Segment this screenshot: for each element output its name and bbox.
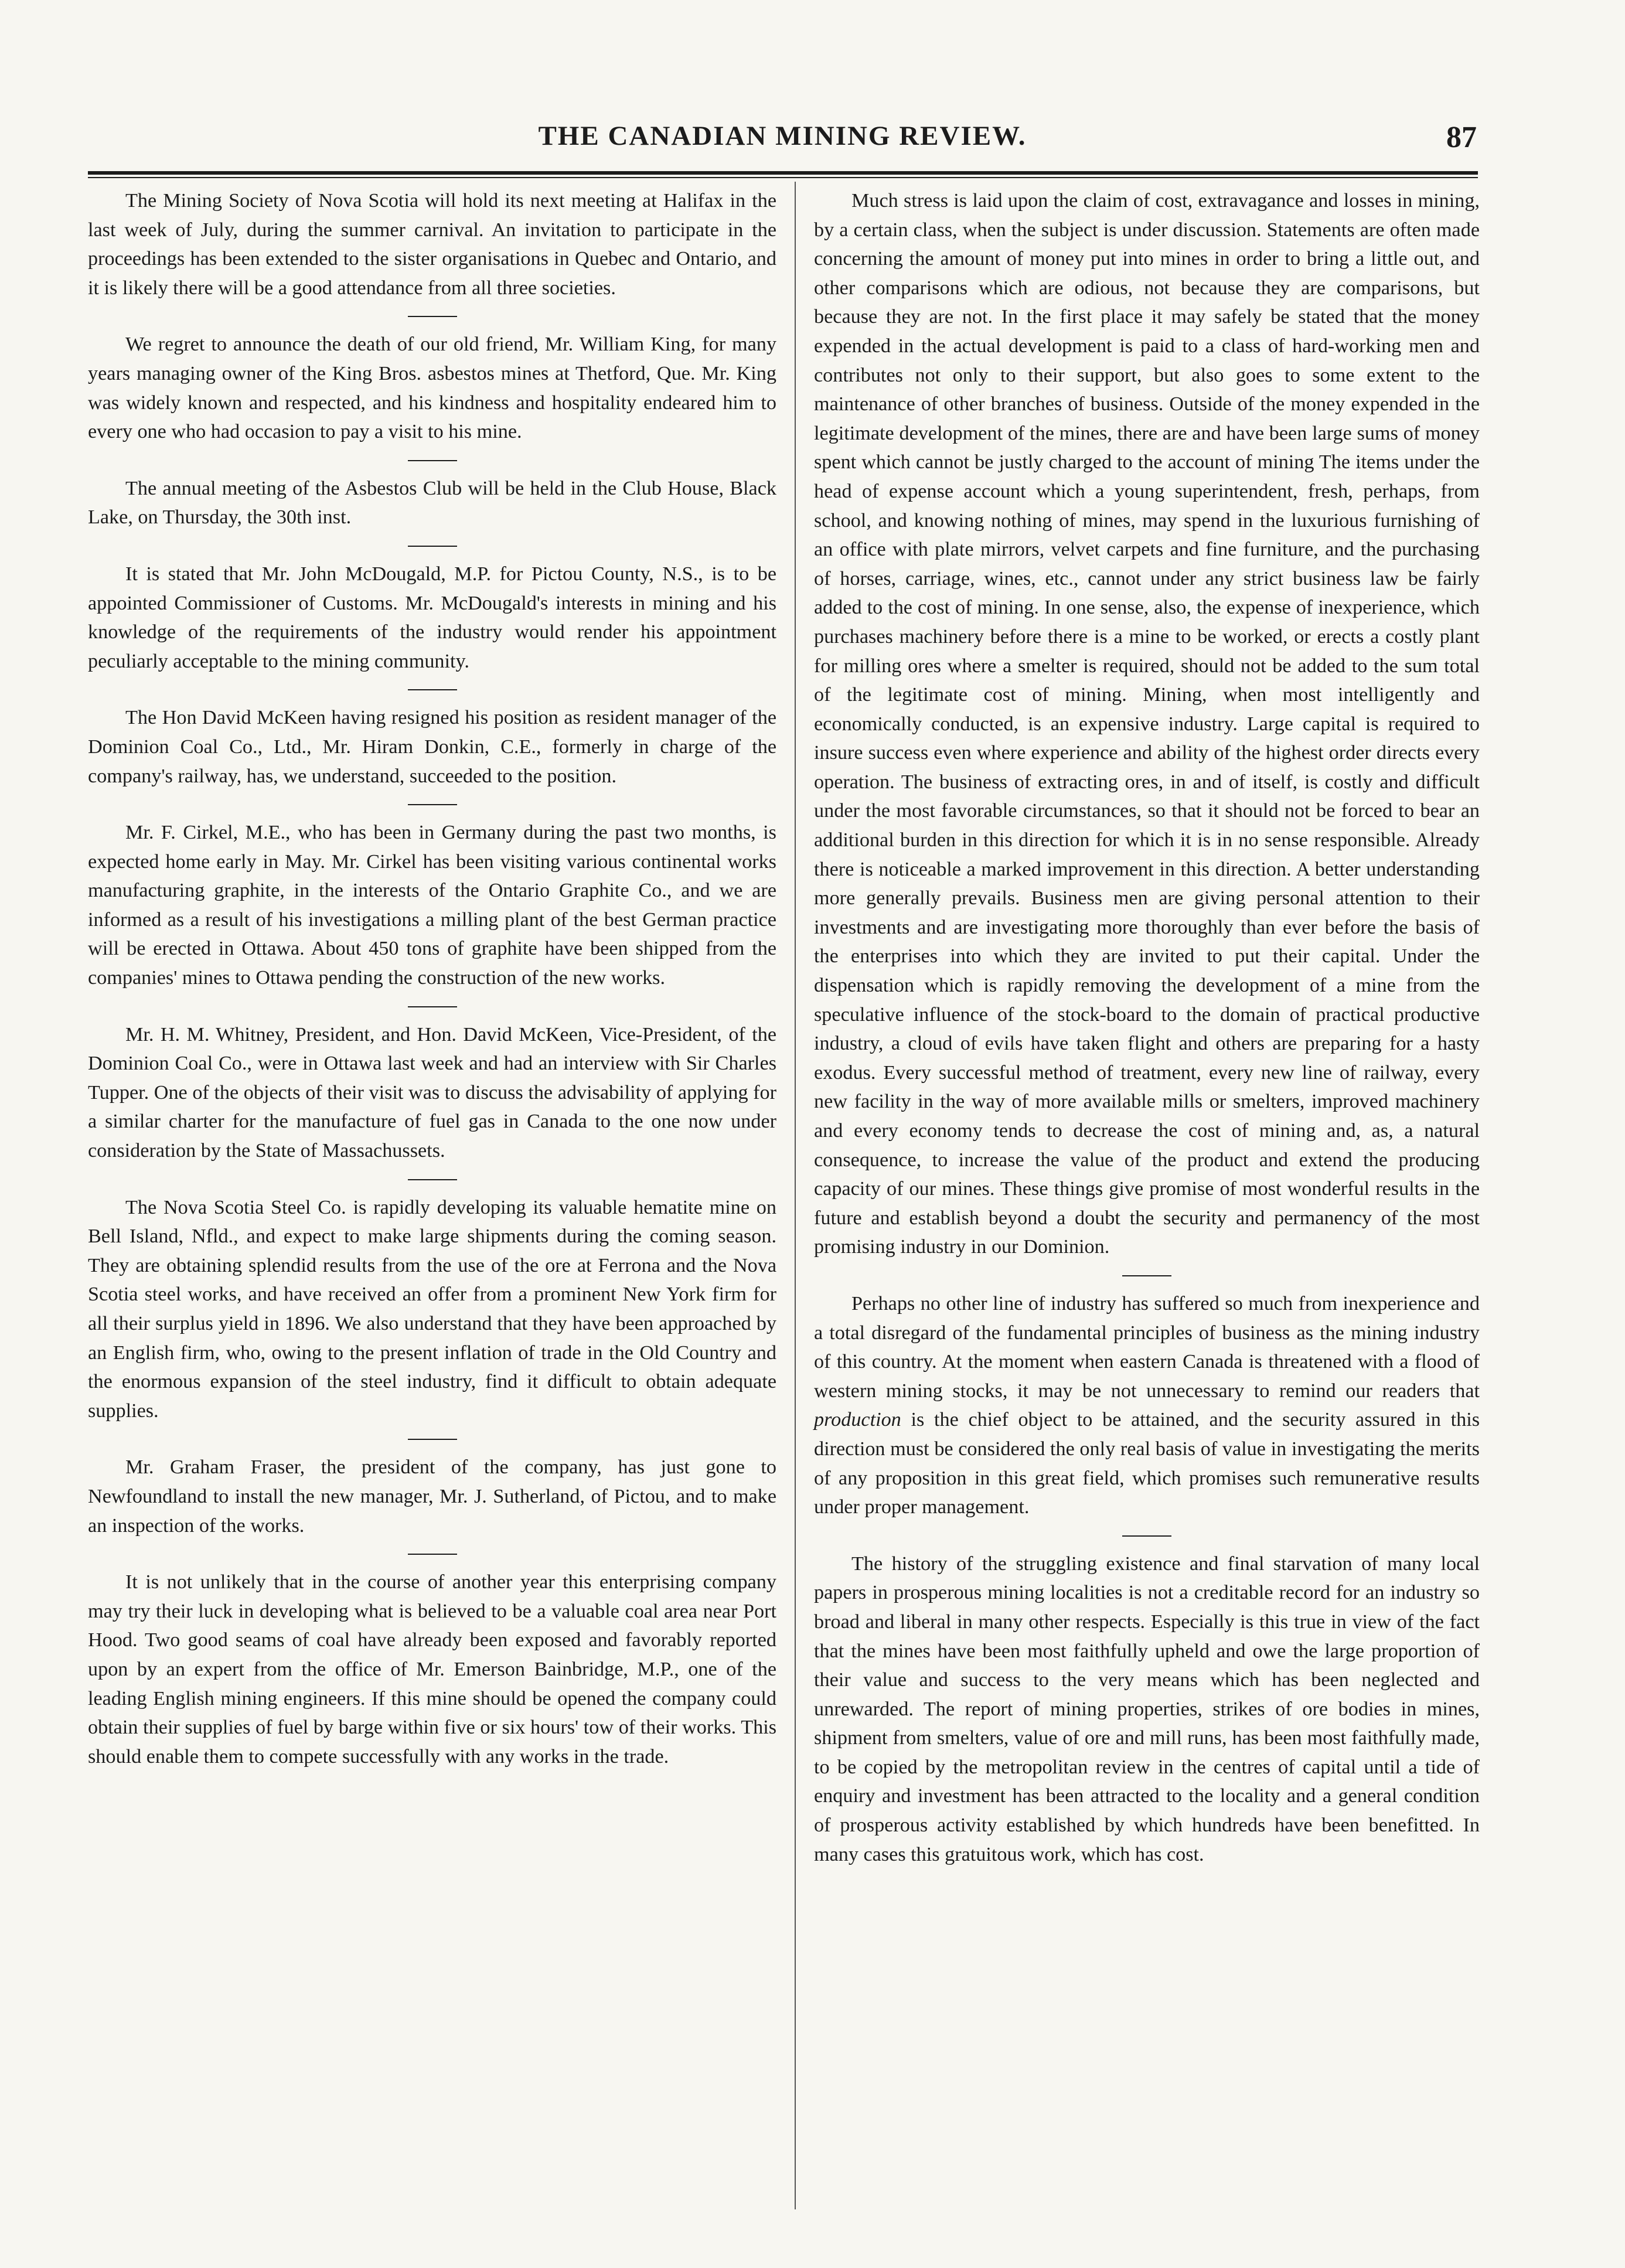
news-item-graham-fraser: Mr. Graham Fraser, the president of the company, has just gone to Newfoundland to install the new manager, Mr. J. Sutherland, of Pictou, and to make an inspection of the works. — [88, 1456, 776, 1537]
news-item-dominion-coal-manager: The Hon David McKeen having resigned his position as resident manager of the Dominion Coal Co., Ltd., Mr. Hiram Donkin, C.E., formerly in charge of the company's railway, has, we understand, succeeded to the position. — [88, 707, 776, 787]
editorial-cost-of-mining: Much stress is laid upon the claim of cost, extravagance and losses in mining, by a certain class, when the subject is under discussion. Statements are often made concerning the amount of money put into mines in order to bring a little out, and other comparisons which are odious, not because they are comparisons, but because they are not. In the first place it may safely be stated that the money expended in the actual development is paid to a class of hard-working men and contributes not only to their support, but also goes to some extent to the maintenance of other branches of business. Outside of the money expended in the legitimate development of the mines, there are and have been large sums of money spent which cannot be justly charged to the account of mining The items under the head of expense account which a young superintendent, fresh, perhaps, from school, and knowing nothing of mines, may spend in the luxurious furnishing of an office with plate mirrors, velvet carpets and fine furniture, and the purchasing of horses, carriage, wines, etc., cannot under any strict business law be fairly added to the cost of mining. In one sense, also, the expense of inexperience, which purchases machinery before there is a mine to be worked, or erects a costly plant for milling ores where a smelter is required, should not be added to the sum total of the legitimate cost of mining. Mining, when most intelligently and economically conducted, is an expensive industry. Large capital is required to insure success even where experience and ability of the highest order directs every operation. The business of extracting ores, in and of itself, is costly and difficult under the most favorable circumstances, so that it should not be forced to bear an additional burden in this direction for which it is in no sense responsible. Already there is noticeable a marked improvement in this direction. A better understanding more generally prevails. Business men are giving personal attention to their investments and are investigating more thoroughly than ever before the basis of the enterprises into which they are invited to put their capital. Under the dispensation which is rapidly removing the development of a mine from the speculative influence of the stock-board to the domain of practical productive industry, a cloud of evils have taken flight and others are preparing for a hasty exodus. Every successful method of treatment, every new line of railway, every new facility in the way of more available mills or smelters, improved machinery and every economy tends to decrease the cost of mining and, as, a natural consequence, to increase the value of the product and extend the producing capacity of our mines. These things give promise of most wonderful results in the future and establish beyond a doubt the security and permanency of the most promising industry in our Dominion. — [814, 190, 1480, 1258]
item-separator — [408, 1554, 457, 1555]
item-separator — [408, 1179, 457, 1180]
editorial-inexperience-text-b: is the chief object to be attained, and the security assured in this direction must be considered the only real basis of value in investigating the merits of any proposition in this great field, which promises such remunerative results under proper management. — [814, 1409, 1480, 1518]
editorial-local-papers: The history of the struggling existence and final starvation of many local papers in prosperous mining localities is not a creditable record for an industry so broad and liberal in many other respects. Especially is this true in view of the fact that the mines have been most faithfully upheld and owe the large proportion of their value and success to the very means which has been neglected and unrewarded. The report of mining properties, strikes of ore bodies in mines, shipment from smelters, value of ore and mill runs, has been most faithfully made, to be copied by the metropolitan review in the centres of capital until a tide of enquiry and investment has been attracted to the locality and a general condition of prosperous activity established by which hundreds have been benefitted. In many cases this gratuitous work, which has cost. — [814, 1552, 1480, 1865]
item-separator — [1122, 1535, 1171, 1537]
news-item-whitney-mckeen: Mr. H. M. Whitney, President, and Hon. David McKeen, Vice-President, of the Dominion Coal Co., were in Ottawa last week and had an interview with Sir Charles Tupper. One of the objects of their visit was to discuss the advisability of applying for a similar charter for the manufacture of fuel gas in Canada to the one now under consideration by the State of Massachussets. — [88, 1023, 776, 1162]
left-column — [88, 186, 776, 1771]
item-separator — [408, 316, 457, 317]
emphasis-production: production — [814, 1409, 901, 1431]
item-separator — [408, 689, 457, 690]
right-column — [814, 186, 1480, 1869]
item-separator — [408, 1439, 457, 1440]
item-separator — [408, 546, 457, 547]
running-title: THE CANADIAN MINING REVIEW. — [538, 121, 1027, 151]
page-number: 87 — [1446, 121, 1477, 154]
news-item-nova-scotia-steel: The Nova Scotia Steel Co. is rapidly developing its valuable hematite mine on Bell Island, Nfld., and expect to make large shipments during the coming season. They are obtaining splendid results from the use of the ore at Ferrona and the Nova Scotia steel works, and have received an offer from a prominent New York firm for all their surplus yield in 1896. We also understand that they have been approached by an English firm, who, owing to the present inflation of trade in the Old Country and the enormous expansion of the steel industry, find it difficult to obtain adequate supplies. — [88, 1196, 776, 1422]
news-item-mcdougald: It is stated that Mr. John McDougald, M.P. for Pictou County, N.S., is to be appointed Commissioner of Customs. Mr. McDougald's interests in mining and his knowledge of the requirements of the industry would render his appointment peculiarly acceptable to the mining community. — [88, 563, 776, 672]
header-rule — [88, 171, 1478, 175]
news-item-port-hood-coal: It is not unlikely that in the course of another year this enterprising company may try their luck in developing what is believed to be a valuable coal area near Port Hood. Two good seams of coal have already been exposed and favorably reported upon by an expert from the office of Mr. Emerson Bainbridge, M.P., one of the leading English mining engineers. If this mine should be opened the company could obtain their supplies of fuel by barge within five or six hours' tow of their works. This should enable them to compete successfully with any works in the trade. — [88, 1571, 776, 1768]
editorial-inexperience-text-a: Perhaps no other line of industry has suffered so much from inexperience and a total disregard of the fundamental principles of business as the mining industry of this country. At the moment when eastern Canada is threatened with a flood of western mining stocks, it may be not unnecessary to remind our readers that — [814, 1292, 1480, 1402]
item-separator — [408, 460, 457, 461]
news-item-obituary-william-king: We regret to announce the death of our old friend, Mr. William King, for many years managing owner of the King Bros. asbestos mines at Thetford, Que. Mr. King was widely known and respected, and his kindness and hospitality endeared him to every one who had occasion to pay a visit to his mine. — [88, 333, 776, 443]
column-divider — [795, 182, 796, 2209]
news-item-asbestos-club: The annual meeting of the Asbestos Club will be held in the Club House, Black Lake, on Thursday, the 30th inst. — [88, 477, 776, 529]
item-separator — [1122, 1275, 1171, 1276]
item-separator — [408, 1006, 457, 1007]
item-separator — [408, 804, 457, 805]
news-item-mining-society: The Mining Society of Nova Scotia will hold its next meeting at Halifax in the last week of July, during the summer carnival. An invitation to participate in the proceedings has been extended to the sister organisations in Quebec and Ontario, and it is likely there will be a good attendance from all three societies. — [88, 190, 776, 299]
editorial-inexperience — [814, 1289, 1480, 1522]
header-rule-thin — [88, 177, 1478, 178]
news-item-cirkel-graphite: Mr. F. Cirkel, M.E., who has been in Germany during the past two months, is expected home early in May. Mr. Cirkel has been visiting various continental works manufacturing graphite, in the interests of the Ontario Graphite Co., and we are informed as a result of his investigations a milling plant of the best German practice will be erected in Ottawa. About 450 tons of graphite have been shipped from the companies' mines to Ottawa pending the construction of the new works. — [88, 822, 776, 989]
page-header — [88, 120, 1477, 167]
